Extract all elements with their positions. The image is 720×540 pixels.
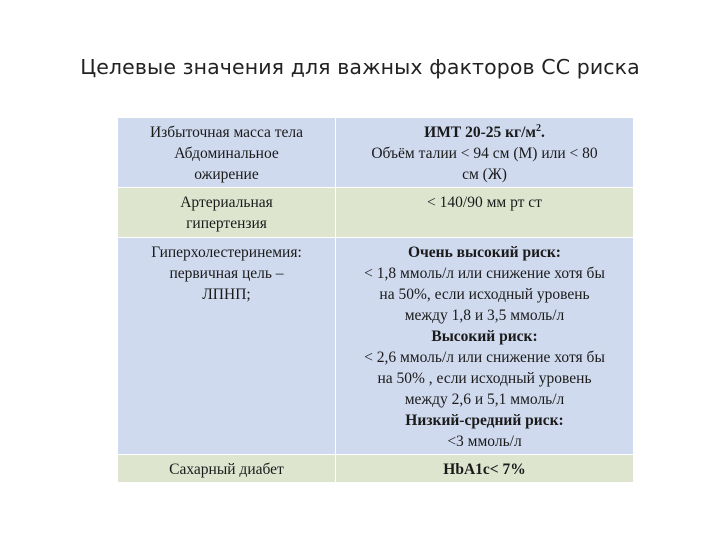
target-line: < 1,8 ммоль/л или снижение хотя бы — [364, 265, 605, 282]
target-cell — [336, 118, 634, 188]
target-line: < 2,6 ммоль/л или снижение хотя бы — [364, 349, 605, 366]
factor-cell — [118, 118, 336, 188]
target-line: <3 ммоль/л — [447, 433, 522, 450]
risk-factors-table — [117, 117, 634, 483]
table-row — [118, 455, 634, 483]
target-line: между 1,8 и 3,5 ммоль/л — [404, 307, 565, 324]
target-line: Объём талии < 94 см (М) или < 80 — [371, 145, 598, 162]
factor-line: Гиперхолестеринемия: — [151, 244, 302, 261]
factor-line: Избыточная масса тела — [149, 124, 304, 141]
target-cell — [336, 455, 634, 483]
target-line: на 50%, если исходный уровень — [379, 286, 590, 303]
factor-line: Сахарный диабет — [169, 461, 284, 478]
target-line: HbA1c< 7% — [443, 461, 526, 478]
table-row — [118, 118, 634, 188]
target-line: < 140/90 мм рт ст — [427, 194, 542, 211]
factor-cell — [118, 188, 336, 238]
table-row — [118, 188, 634, 238]
risk-heading: Высокий риск: — [431, 328, 538, 345]
bmi-target — [342, 122, 627, 143]
table-row — [118, 238, 634, 455]
bmi-text: ИМТ 20-25 кг/м — [424, 124, 536, 141]
factor-line: ожирение — [194, 166, 259, 183]
factor-cell — [118, 455, 336, 483]
risk-heading: Очень высокий риск: — [408, 244, 561, 261]
slide-title: Целевые значения для важных факторов СС риска — [80, 55, 640, 79]
risk-heading: Низкий-средний риск: — [405, 412, 564, 429]
factor-line: ЛПНП; — [202, 286, 251, 303]
target-line: между 2,6 и 5,1 ммоль/л — [404, 391, 565, 408]
bmi-suffix: . — [540, 124, 545, 141]
factor-cell — [118, 238, 336, 455]
factor-line: Артериальная — [180, 194, 273, 211]
target-cell — [336, 188, 634, 238]
factor-line: первичная цель – — [169, 265, 284, 282]
bmi-superscript: 2 — [535, 122, 541, 134]
target-line: на 50% , если исходный уровень — [377, 370, 592, 387]
target-cell — [336, 238, 634, 455]
target-line: см (Ж) — [462, 166, 507, 183]
factor-line: гипертензия — [186, 215, 267, 232]
factor-line: Абдоминальное — [174, 145, 279, 162]
